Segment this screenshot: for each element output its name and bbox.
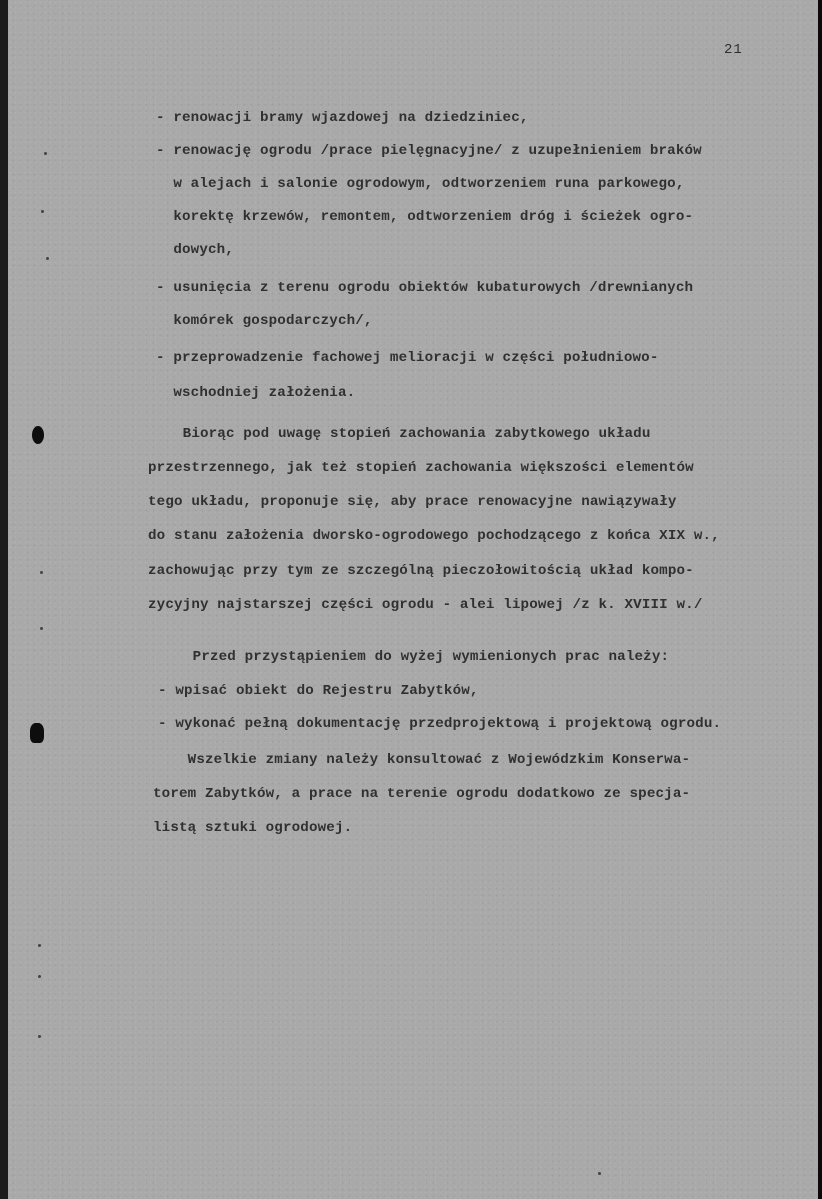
text-line: dowych, [156, 242, 234, 258]
text-line: zycyjny najstarszej części ogrodu - alei lipowej /z k. XVIII w./ [148, 597, 703, 613]
text-line: - wpisać obiekt do Rejestru Zabytków, [158, 683, 479, 699]
text-line: Wszelkie zmiany należy konsultować z Wojewódzkim Konserwa- [153, 752, 691, 768]
text-line: listą sztuki ogrodowej. [153, 820, 353, 836]
punch-hole-mark [32, 426, 44, 444]
dust-speck [46, 257, 49, 260]
dust-speck [38, 975, 41, 978]
text-line: - renowację ogrodu /prace pielęgnacyjne/ z uzupełnieniem braków [156, 143, 702, 159]
text-line: Przed przystąpieniem do wyżej wymienionych prac należy: [158, 649, 670, 665]
text-line: - przeprowadzenie fachowej melioracji w części południowo- [156, 350, 659, 366]
text-line: - wykonać pełną dokumentację przedprojektową i projektową ogrodu. [158, 716, 722, 732]
typewritten-page [8, 0, 818, 1199]
dust-speck [38, 944, 41, 947]
page-number: 21 [724, 42, 743, 58]
text-line: - usunięcia z terenu ogrodu obiektów kubaturowych /drewnianych [156, 280, 694, 296]
text-line: torem Zabytków, a prace na terenie ogrodu dodatkowo ze specja- [153, 786, 691, 802]
dust-speck [598, 1172, 601, 1175]
dust-speck [40, 571, 43, 574]
text-line: tego układu, proponuje się, aby prace renowacyjne nawiązywały [148, 494, 677, 510]
text-line: przestrzennego, jak też stopień zachowania większości elementów [148, 460, 694, 476]
text-line: wschodniej założenia. [156, 385, 356, 401]
text-line: zachowując przy tym ze szczególną pieczołowitością układ kompo- [148, 563, 694, 579]
text-line: korektę krzewów, remontem, odtworzeniem dróg i ścieżek ogro- [156, 209, 694, 225]
dust-speck [38, 1035, 41, 1038]
text-line: - renowacji bramy wjazdowej na dziedziniec, [156, 110, 529, 126]
text-line: do stanu założenia dworsko-ogrodowego pochodzącego z końca XIX w., [148, 528, 720, 544]
text-line: w alejach i salonie ogrodowym, odtworzeniem runa parkowego, [156, 176, 685, 192]
text-line: komórek gospodarczych/, [156, 313, 373, 329]
punch-hole-mark [30, 723, 44, 743]
scan-edge [818, 0, 822, 1199]
text-line: Biorąc pod uwagę stopień zachowania zabytkowego układu [148, 426, 651, 442]
dust-speck [44, 152, 47, 155]
dust-speck [41, 210, 44, 213]
dust-speck [40, 627, 43, 630]
